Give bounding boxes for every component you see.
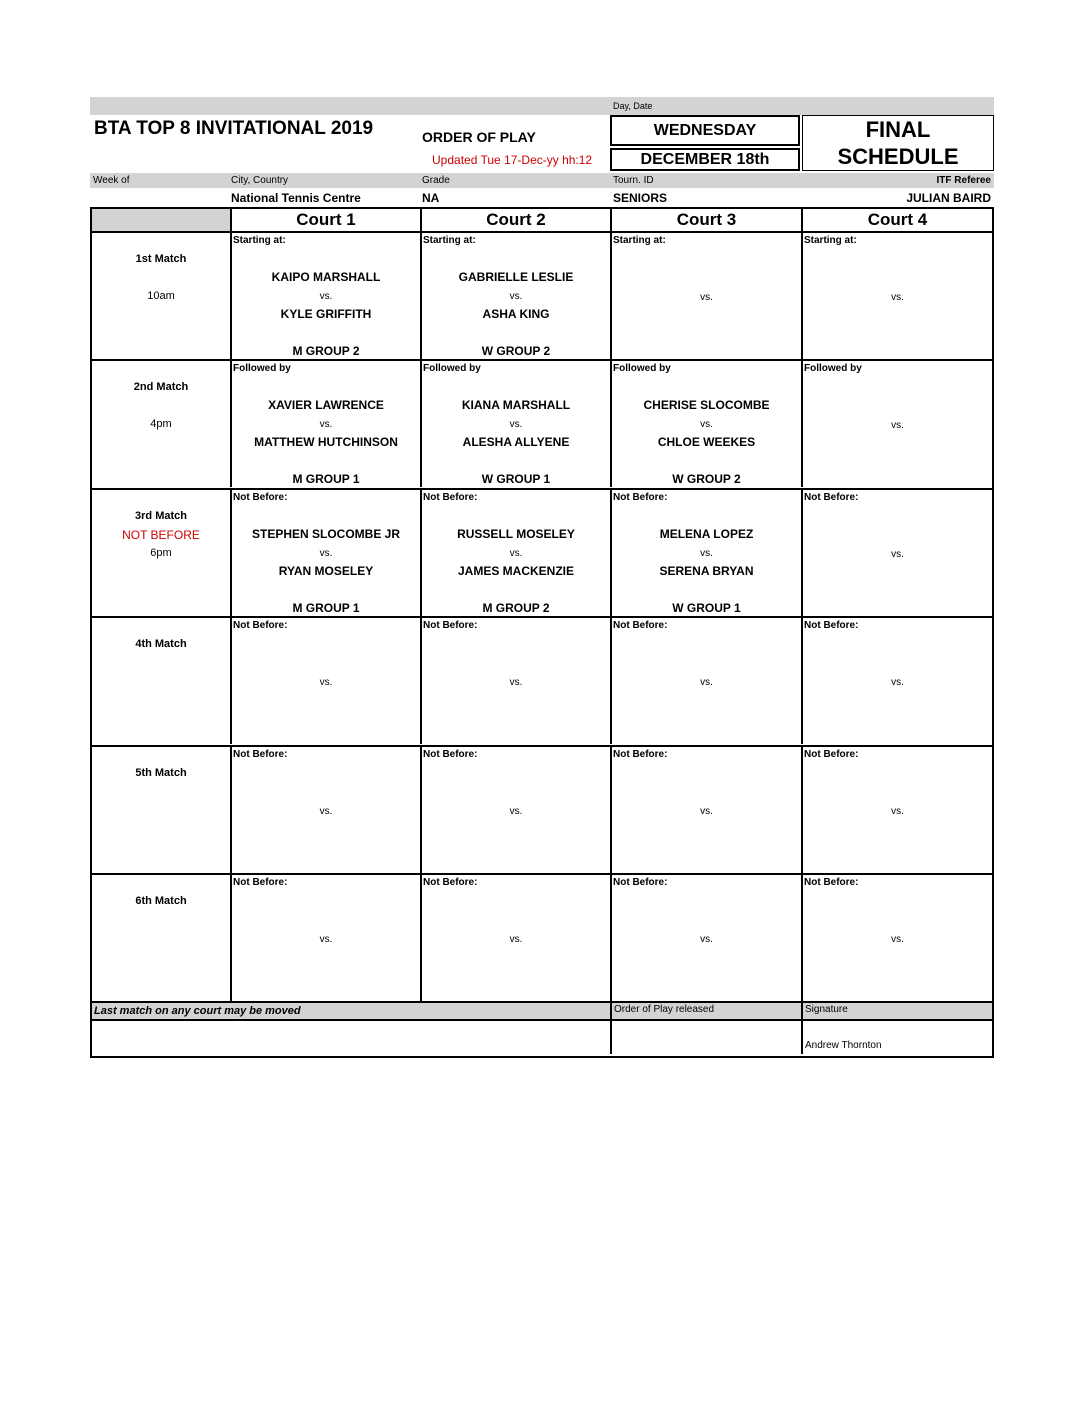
cell-timing-label: Not Before: — [804, 877, 859, 888]
match-row — [92, 231, 992, 359]
versus-label: vs. — [319, 677, 333, 689]
versus-label: vs. — [891, 677, 904, 689]
court-header-blank — [92, 209, 230, 231]
day-value: WEDNESDAY — [653, 121, 757, 139]
player-2: ALESHA ALLYENE — [462, 435, 570, 450]
day-date-label: Day, Date — [613, 101, 653, 111]
versus-label: vs. — [319, 934, 333, 945]
player-2: SERENA BRYAN — [659, 563, 754, 578]
date-box — [610, 148, 800, 171]
group-label: M GROUP 2 — [292, 344, 360, 358]
match-row — [92, 488, 992, 616]
versus-label: vs. — [891, 420, 904, 432]
tournament-title: BTA TOP 8 INVITATIONAL 2019 — [94, 118, 374, 139]
footer-note: Last match on any court may be moved — [94, 1005, 301, 1018]
match-cell-court-4 — [801, 490, 992, 616]
match-label-cell — [92, 747, 230, 873]
versus-label: vs. — [509, 291, 523, 302]
meta-band — [90, 173, 994, 188]
versus-label: vs. — [700, 419, 713, 431]
match-cell-court-4 — [801, 747, 992, 873]
versus-label: vs. — [509, 934, 523, 945]
match-cell-court-3 — [610, 490, 801, 616]
referee-label: ITF Referee — [936, 175, 991, 186]
cell-timing-label: Not Before: — [233, 748, 288, 760]
match-label-cell — [92, 490, 230, 616]
match-number: 2nd Match — [133, 381, 189, 394]
match-label-cell — [92, 875, 230, 1001]
versus-label: vs. — [509, 677, 523, 689]
player-1: RUSSELL MOSELEY — [457, 526, 575, 541]
tourn-id-value: SENIORS — [613, 191, 668, 205]
versus-label: vs. — [700, 934, 713, 945]
group-label: W GROUP 1 — [481, 472, 551, 487]
cell-timing-label: Followed by — [804, 363, 862, 375]
tourn-id-label: Tourn. ID — [613, 175, 654, 186]
schedule-grid — [90, 207, 994, 1058]
cell-timing-label: Not Before: — [804, 620, 859, 632]
match-cell-court-4 — [801, 618, 992, 744]
match-cell-court-1 — [230, 233, 420, 359]
match-cell-court-1 — [230, 875, 420, 1001]
final-line-2: SCHEDULE — [837, 144, 959, 169]
order-of-play-label: ORDER OF PLAY — [422, 129, 536, 145]
cell-timing-label: Followed by — [233, 363, 291, 375]
grade-label: Grade — [422, 175, 450, 186]
match-cell-court-2 — [420, 233, 610, 359]
group-label: M GROUP 2 — [482, 600, 550, 615]
match-cell-court-1 — [230, 490, 420, 616]
match-label-cell — [92, 233, 230, 359]
group-label: M GROUP 1 — [292, 600, 360, 615]
released-value-cell — [610, 1021, 801, 1054]
footer-band — [92, 1001, 992, 1019]
match-cell-court-2 — [420, 618, 610, 744]
versus-label: vs. — [891, 548, 904, 560]
cell-timing-label: Not Before: — [423, 748, 478, 760]
versus-label: vs. — [509, 805, 523, 817]
match-cell-court-1 — [230, 361, 420, 487]
player-1: KIANA MARSHALL — [461, 398, 571, 413]
match-row — [92, 873, 992, 1001]
player-2: KYLE GRIFFITH — [280, 307, 372, 321]
match-cell-court-4 — [801, 875, 992, 1001]
cell-timing-label: Not Before: — [233, 877, 288, 888]
player-2: CHLOE WEEKES — [657, 435, 756, 450]
cell-timing-label: Starting at: — [613, 235, 666, 246]
cell-timing-label: Not Before: — [233, 491, 288, 503]
cell-timing-label: Not Before: — [423, 620, 478, 632]
match-cell-court-1 — [230, 618, 420, 744]
versus-label: vs. — [891, 934, 904, 945]
cell-timing-label: Followed by — [423, 363, 481, 375]
court-header-3: Court 3 — [610, 209, 801, 231]
player-2: JAMES MACKENZIE — [457, 563, 574, 578]
cell-timing-label: Not Before: — [613, 620, 668, 632]
player-1: CHERISE SLOCOMBE — [643, 398, 770, 413]
final-line-1: FINAL — [865, 117, 931, 142]
player-2: MATTHEW HUTCHINSON — [254, 435, 398, 450]
match-cell-court-3 — [610, 875, 801, 1001]
match-cell-court-3 — [610, 233, 801, 359]
match-cell-court-3 — [610, 361, 801, 487]
match-label-cell — [92, 361, 230, 487]
signature-label: Signature — [805, 1004, 848, 1016]
signature-name: Andrew Thornton — [805, 1040, 882, 1052]
cell-timing-label: Not Before: — [423, 877, 478, 888]
week-of-label: Week of — [93, 175, 130, 186]
versus-label: vs. — [700, 547, 713, 559]
cell-timing-label: Not Before: — [233, 620, 288, 632]
match-row — [92, 616, 992, 744]
group-label: M GROUP 1 — [292, 472, 360, 487]
match-number: 4th Match — [135, 638, 187, 651]
city-value: National Tennis Centre — [231, 191, 361, 205]
header-band — [90, 97, 994, 115]
court-header-4: Court 4 — [801, 209, 992, 231]
match-cell-court-4 — [801, 361, 992, 487]
versus-label: vs. — [319, 291, 333, 302]
match-cell-court-1 — [230, 747, 420, 873]
cell-timing-label: Not Before: — [423, 491, 478, 503]
released-label-cell — [610, 1003, 801, 1019]
released-label: Order of Play released — [614, 1004, 715, 1016]
versus-label: vs. — [509, 547, 523, 559]
group-label: W GROUP 1 — [672, 600, 741, 615]
final-schedule-box — [802, 115, 994, 171]
versus-label: vs. — [891, 805, 904, 817]
cell-timing-label: Not Before: — [613, 748, 668, 760]
city-label: City, Country — [231, 175, 289, 186]
cell-timing-label: Starting at: — [233, 235, 286, 246]
versus-label: vs. — [319, 547, 333, 559]
match-time: 6pm — [150, 546, 172, 559]
match-number: 1st Match — [135, 253, 187, 265]
versus-label: vs. — [700, 292, 713, 303]
player-1: MELENA LOPEZ — [659, 526, 754, 541]
match-note: NOT BEFORE — [122, 527, 200, 542]
match-cell-court-4 — [801, 233, 992, 359]
match-row — [92, 359, 992, 487]
cell-timing-label: Starting at: — [804, 235, 857, 246]
match-number: 6th Match — [135, 895, 187, 907]
footer-bottom-row — [92, 1019, 992, 1054]
match-cell-court-2 — [420, 490, 610, 616]
match-time: 10am — [147, 290, 175, 302]
versus-label: vs. — [319, 419, 333, 431]
versus-label: vs. — [509, 419, 523, 431]
referee-value: JULIAN BAIRD — [906, 191, 991, 205]
cell-timing-label: Not Before: — [804, 491, 859, 503]
day-box — [610, 115, 800, 146]
group-label: W GROUP 2 — [481, 344, 551, 358]
player-2: RYAN MOSELEY — [278, 563, 374, 578]
match-cell-court-2 — [420, 361, 610, 487]
player-1: XAVIER LAWRENCE — [268, 398, 384, 413]
cell-timing-label: Starting at: — [423, 235, 476, 246]
signature-value-cell — [801, 1021, 992, 1054]
grade-value: NA — [422, 191, 440, 205]
group-label: W GROUP 2 — [672, 472, 741, 487]
player-1: GABRIELLE LESLIE — [458, 270, 574, 284]
versus-label: vs. — [891, 292, 904, 303]
versus-label: vs. — [319, 805, 333, 817]
versus-label: vs. — [700, 677, 713, 689]
match-number: 3rd Match — [135, 509, 187, 522]
signature-label-cell — [801, 1003, 992, 1019]
court-header-2: Court 2 — [420, 209, 610, 231]
cell-timing-label: Followed by — [613, 363, 671, 375]
match-cell-court-2 — [420, 875, 610, 1001]
cell-timing-label: Not Before: — [613, 491, 668, 503]
match-row — [92, 745, 992, 873]
match-label-cell — [92, 618, 230, 744]
match-time: 4pm — [150, 418, 172, 431]
match-cell-court-3 — [610, 747, 801, 873]
updated-note: Updated Tue 17-Dec-yy hh:12 — [432, 153, 593, 167]
court-header-1: Court 1 — [230, 209, 420, 231]
match-cell-court-2 — [420, 747, 610, 873]
cell-timing-label: Not Before: — [804, 748, 859, 760]
match-number: 5th Match — [135, 766, 187, 779]
date-value: DECEMBER 18th — [640, 150, 770, 168]
cell-timing-label: Not Before: — [613, 877, 668, 888]
player-2: ASHA KING — [482, 307, 550, 321]
match-cell-court-3 — [610, 618, 801, 744]
player-1: KAIPO MARSHALL — [271, 270, 381, 284]
versus-label: vs. — [700, 805, 713, 817]
player-1: STEPHEN SLOCOMBE JR — [251, 526, 401, 541]
court-header-row — [92, 209, 992, 231]
